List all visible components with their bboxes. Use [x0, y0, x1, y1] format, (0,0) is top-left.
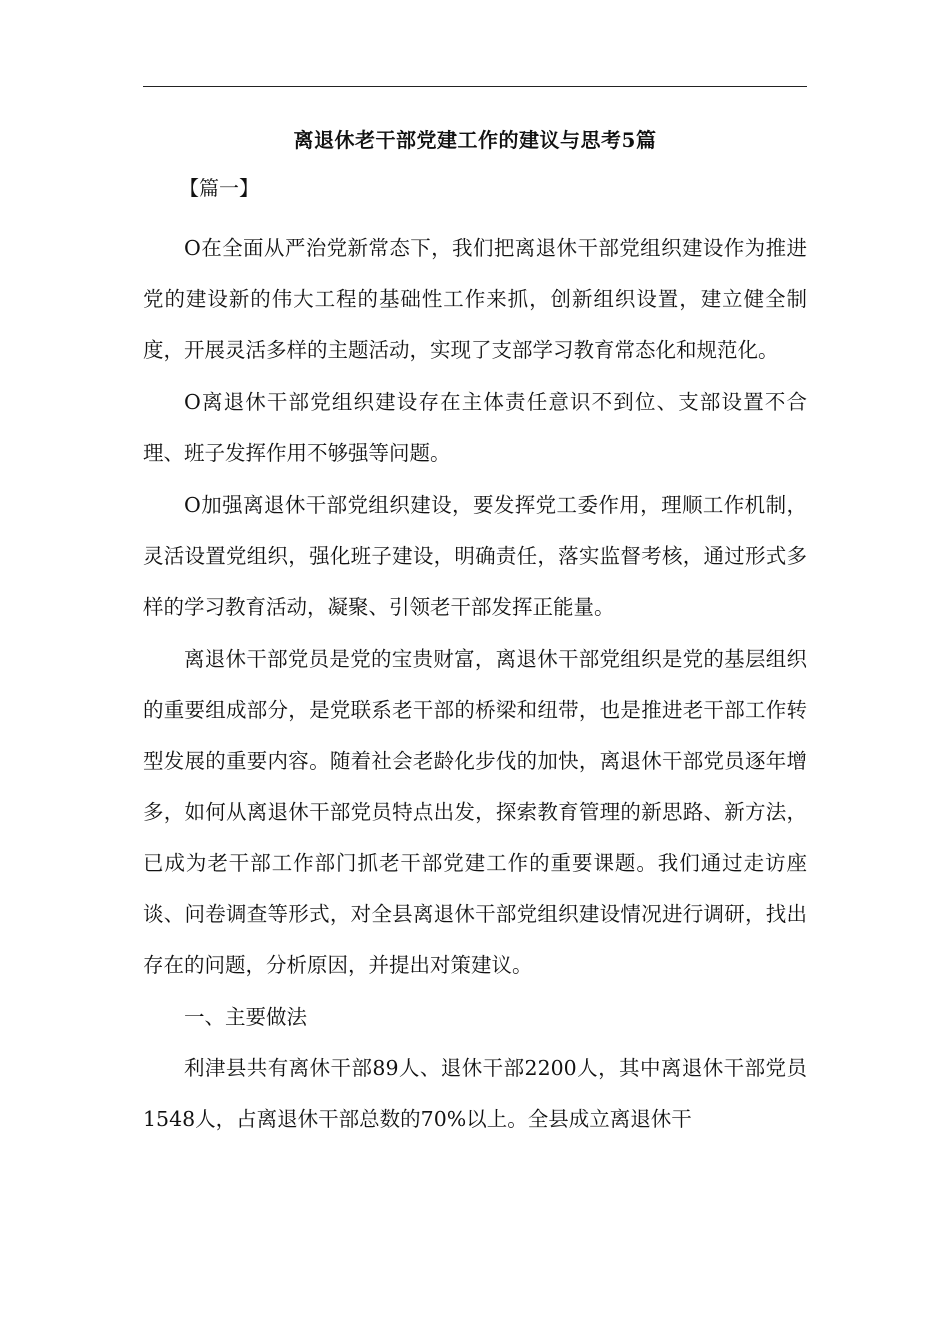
header-rule	[143, 86, 807, 87]
paragraph-4: 离退休干部党员是党的宝贵财富，离退休干部党组织是党的基层组织的重要组成部分，是党联系老干部的桥梁和纽带，也是推进老干部工作转型发展的重要内容。随着社会老龄化步伐的加快，离退休干部党员逐年增多，如何从离退休干部党员特点出发，探索教育管理的新思路、新方法，已成为老干部工作部门抓老干部党建工作的重要课题。我们通过走访座谈、问卷调查等形式，对全县离退休干部党组织建设情况进行调研，找出存在的问题，分析原因，并提出对策建议。	[143, 647, 807, 977]
paragraph-3: O加强离退休干部党组织建设，要发挥党工委作用，理顺工作机制，灵活设置党组织，强化班子建设，明确责任，落实监督考核，通过形式多样的学习教育活动，凝聚、引领老干部发挥正能量。	[143, 493, 807, 619]
document-body	[143, 223, 807, 1146]
paragraph-1: O在全面从严治党新常态下，我们把离退休干部党组织建设作为推进党的建设新的伟大工程的基础性工作来抓，创新组织设置，建立健全制度，开展灵活多样的主题活动，实现了支部学习教育常态化和规范化。	[143, 236, 807, 362]
document-title: 离退休老干部党建工作的建议与思考5篇	[293, 128, 657, 152]
section-label: 【篇一】	[179, 176, 259, 200]
paragraph-2: O离退休干部党组织建设存在主体责任意识不到位、支部设置不合理、班子发挥作用不够强等问题。	[143, 390, 807, 465]
paragraph-5: 利津县共有离休干部89人、退休干部2200人，其中离退休干部党员1548人，占离退休干部总数的70%以上。全县成立离退休干	[143, 1056, 807, 1131]
section-heading-main-practices: 一、主要做法	[184, 1005, 307, 1029]
